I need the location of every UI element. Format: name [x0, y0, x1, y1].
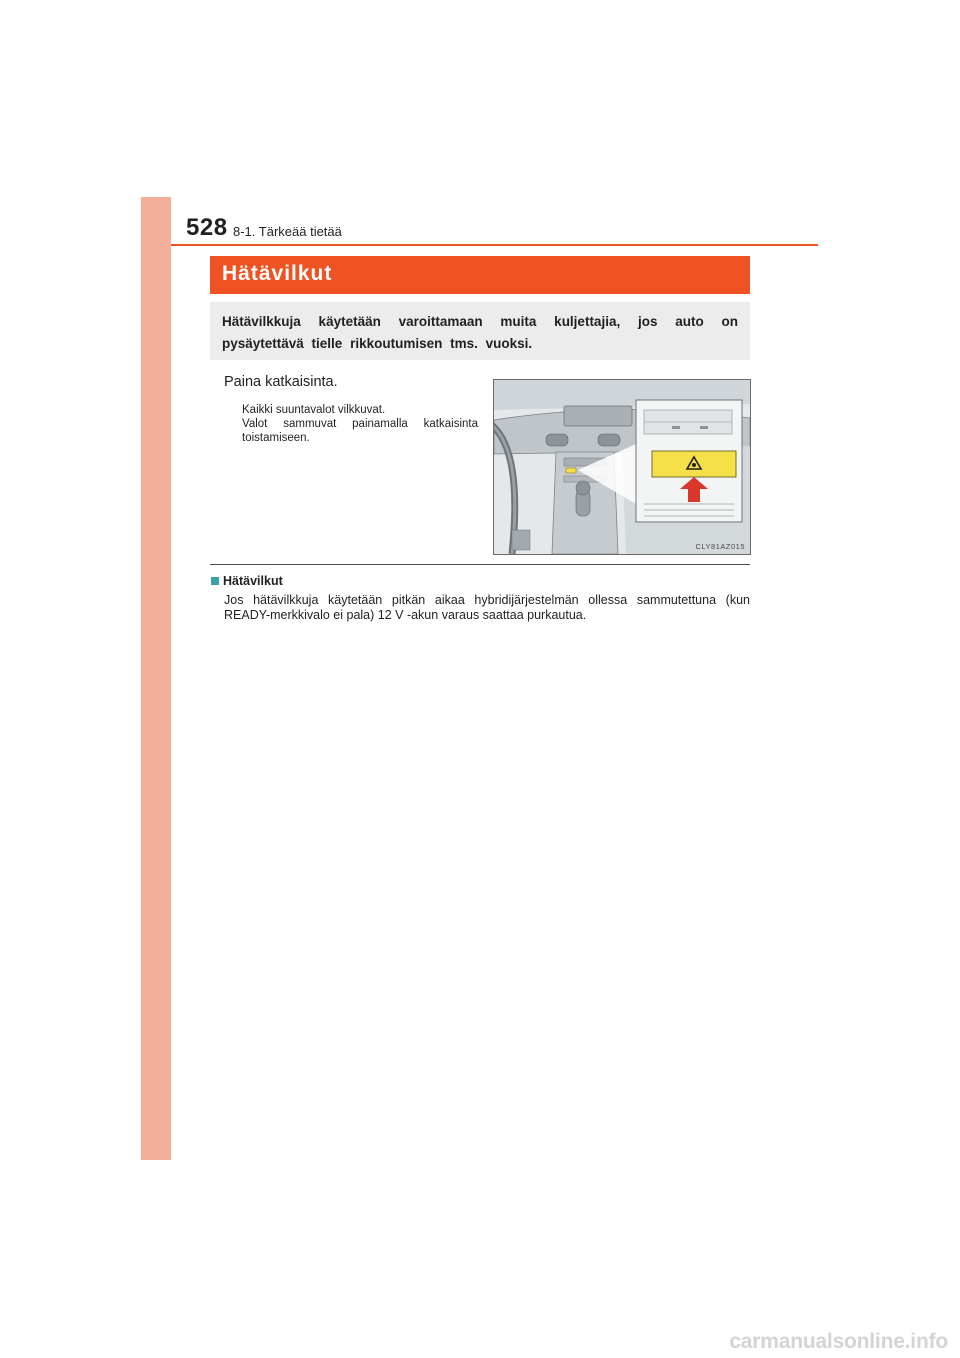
note-heading [211, 574, 283, 588]
intro-text: Hätävilkkuja käytetään varoittamaan muita kuljettajia, jos auto on pysäytettävä tielle rikkoutumisen tms. vuoksi. [222, 314, 738, 351]
note-body [224, 593, 750, 623]
step-note-line: Kaikki suuntavalot vilkkuvat. [242, 404, 386, 416]
side-tab-band [141, 197, 171, 1160]
step-title: Paina katkaisinta. [224, 374, 338, 390]
note-body-line: Jos hätävilkkuja käytetään pitkän aikaa hybridijärjestelmän ollessa sammutettuna (kun [224, 593, 750, 607]
intro-box [210, 302, 750, 360]
step-note [242, 403, 478, 445]
page-number: 528 [186, 214, 228, 241]
section-label: 8-1. Tärkeää tietää [233, 224, 342, 239]
section-divider [210, 564, 750, 565]
header-rule [171, 244, 818, 246]
watermark: carmanualsonline.info [729, 1330, 948, 1353]
dashboard-illustration [493, 379, 751, 555]
step-note-line: Valot sammuvat painamalla katkaisinta [242, 418, 478, 430]
figure-code: CLY81AZ015 [695, 542, 745, 551]
note-heading-text: Hätävilkut [223, 574, 283, 588]
step-note-line: toistamiseen. [242, 432, 310, 444]
section-title: Hätävilkut [222, 262, 333, 285]
section-title-bar [210, 256, 750, 294]
dashboard-drawing [494, 380, 750, 554]
note-body-line: READY-merkkivalo ei pala) 12 V -akun varaus saattaa purkautua. [224, 608, 587, 622]
bullet-square-icon [211, 577, 219, 585]
